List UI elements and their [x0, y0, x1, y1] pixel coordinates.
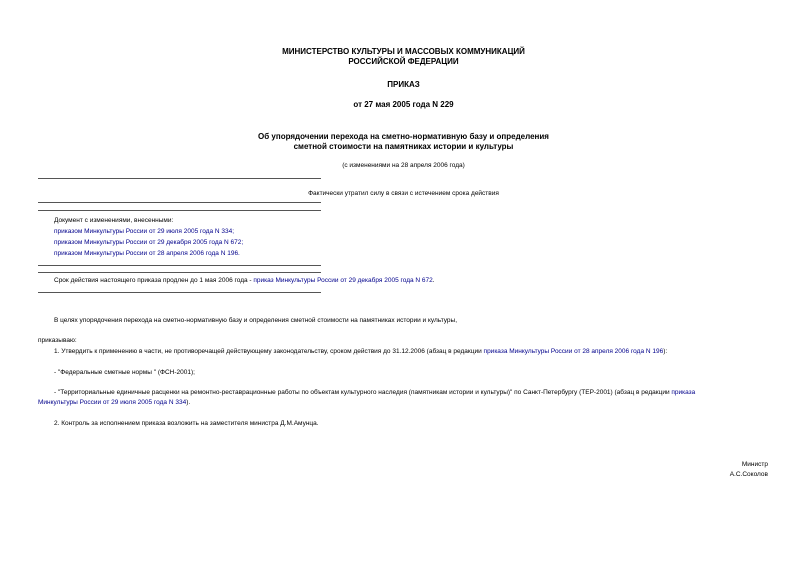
- document-type: ПРИКАЗ: [387, 80, 420, 89]
- ministry-name-line1: МИНИСТЕРСТВО КУЛЬТУРЫ И МАССОВЫХ КОММУНИКАЦИЙ: [282, 47, 525, 56]
- divider: [38, 178, 321, 179]
- extension-text: Срок действия настоящего приказа продлен до 1 мая 2006 года -: [54, 277, 254, 284]
- amendment-link-334[interactable]: приказом Минкультуры России от 29 июля 2005 года N 334;: [54, 228, 235, 235]
- sub2-text: - "Территориальные единичные расценки на ремонтно-реставрационные работы по объектам культурного наследия (памятникам истории и культуры)" по Санкт-Петербургу (ТЕР-2001) (абзац в редакции: [54, 389, 672, 396]
- sub2-end: ).: [186, 399, 191, 406]
- item1-text: 1. Утвердить к применению в части, не противоречащей действующему законодательству, сроком действия до 31.12.2006 (абзац в редакции: [54, 348, 484, 355]
- divider: [38, 292, 321, 293]
- signature-name: А.С.Соколов: [729, 471, 768, 478]
- order-word: приказываю:: [38, 337, 77, 344]
- ministry-name-line2: РОССИЙСКОЙ ФЕДЕРАЦИИ: [348, 57, 459, 66]
- divider: [38, 210, 321, 211]
- sub2-link-start[interactable]: приказа: [671, 389, 696, 396]
- amendment-link-196[interactable]: приказом Минкультуры России от 28 апреля 2006 года N 196.: [54, 250, 240, 257]
- order-item-1: [54, 348, 667, 356]
- extension-note: [54, 277, 435, 285]
- revision-note: (с изменениями на 28 апреля 2006 года): [342, 162, 465, 169]
- extension-link-672[interactable]: приказ Минкультуры России от 29 декабря 2005 года N 672: [253, 277, 433, 284]
- preamble: В целях упорядочения перехода на сметно-нормативную базу и определения сметной стоимости на памятниках истории и культуры,: [54, 317, 458, 324]
- item1-end: ):: [663, 348, 668, 355]
- sub2-link-334[interactable]: Минкультуры России от 29 июля 2005 года N 334: [38, 399, 187, 406]
- order-subitem-fsn: - "Федеральные сметные нормы " (ФСН-2001);: [54, 369, 195, 376]
- document-title-line2: сметной стоимости на памятниках истории и культуры: [293, 142, 514, 151]
- status-note: Фактически утратил силу в связи с истечением срока действия: [308, 190, 499, 197]
- document-title-line1: Об упорядочении перехода на сметно-нормативную базу и определения: [258, 132, 549, 141]
- order-subitem-ter-line2: [38, 399, 190, 407]
- document-date: от 27 мая 2005 года N 229: [353, 100, 454, 109]
- divider: [38, 265, 321, 266]
- signature-position: Министр: [741, 461, 768, 468]
- order-subitem-ter-line1: [54, 389, 695, 397]
- divider: [38, 272, 321, 273]
- item1-link-196[interactable]: приказа Минкультуры России от 28 апреля 2006 года N 196: [483, 348, 664, 355]
- amendments-intro: Документ с изменениями, внесенными:: [54, 217, 174, 224]
- divider: [38, 202, 321, 203]
- amendment-link-672[interactable]: приказом Минкультуры России от 29 декабря 2005 года N 672;: [54, 239, 244, 246]
- order-item-2: 2. Контроль за исполнением приказа возложить на заместителя министра Д.М.Амунца.: [54, 420, 319, 427]
- extension-end: .: [432, 277, 435, 284]
